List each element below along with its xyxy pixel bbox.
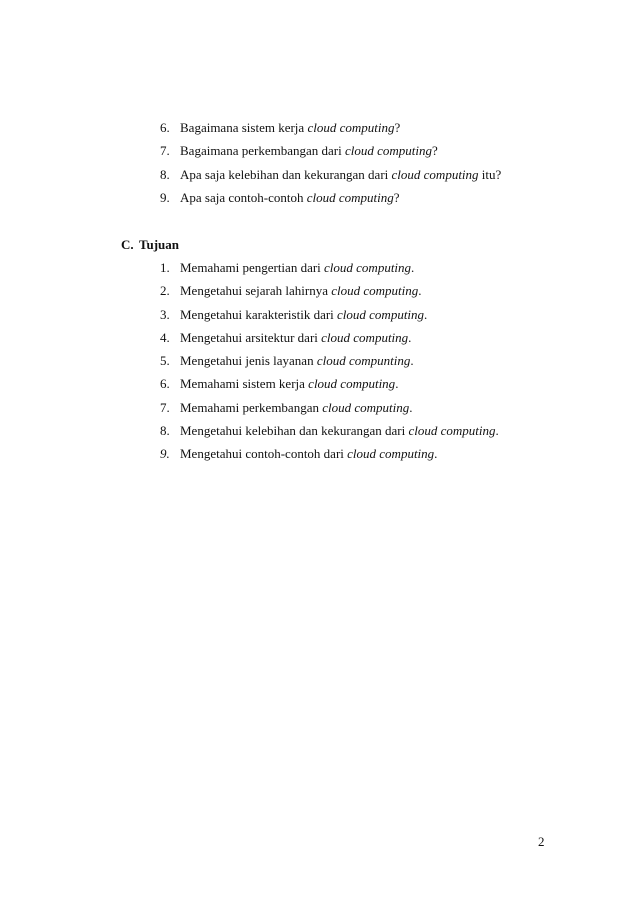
item-suffix: . [418,283,422,299]
item-suffix: . [495,423,499,439]
item-text: Mengetahui contoh-contoh dari [180,446,348,462]
item-term: cloud computing [347,446,435,462]
item-text: Bagaimana sistem kerja [180,120,308,135]
goals-list [160,256,499,466]
item-number: 3. [160,306,170,322]
item-number: 1. [160,260,170,275]
item-text: Memahami pengertian dari [180,260,325,275]
item-number: 7. [160,399,170,415]
item-text: Mengetahui arsitektur dari [180,329,322,345]
item-text: Bagaimana perkembangan dari [180,143,345,159]
list-item [160,256,499,279]
list-item [160,139,501,162]
item-text: Mengetahui karakteristik dari [180,306,338,322]
section-title: Tujuan [139,237,179,252]
item-text: Memahami perkembangan [180,399,323,415]
list-item [160,279,499,302]
item-term: cloud computing [324,260,412,275]
list-item [160,303,499,326]
page-number: 2 [538,834,545,849]
list-item [160,163,501,186]
list-item [160,372,499,395]
item-term: cloud computing [331,283,419,299]
item-suffix: . [410,353,414,369]
item-term: cloud computing [408,423,496,439]
item-suffix: . [409,399,413,415]
item-text: Mengetahui jenis layanan [180,353,317,369]
item-suffix: ? [431,143,438,159]
item-number: 9. [160,189,170,205]
item-text: Mengetahui sejarah lahirnya [180,283,332,299]
item-number: 7. [160,143,170,159]
item-number: 9. [160,446,170,462]
item-term: cloud computing [391,166,479,182]
item-number: 5. [160,353,170,369]
section-heading [121,233,179,256]
item-term: cloud compunting [316,353,411,369]
question-list [160,116,501,209]
list-item [160,396,499,419]
item-suffix: ? [393,189,400,205]
item-suffix: ? [394,120,401,135]
list-item [160,419,499,442]
item-term: cloud computing [321,329,409,345]
item-text: Apa saja contoh-contoh [180,189,307,205]
item-number: 6. [160,120,170,135]
item-text: Apa saja kelebihan dan kekurangan dari [180,166,392,182]
item-term: cloud computing [308,376,396,392]
item-term: cloud computing [344,143,432,159]
item-suffix: . [408,329,412,345]
item-number: 2. [160,283,170,299]
item-number: 6. [160,376,170,392]
item-suffix: . [395,376,399,392]
item-suffix: . [424,306,428,322]
item-text: Memahami sistem kerja [180,376,309,392]
section-number: C. [121,237,134,252]
item-suffix: itu? [478,166,502,182]
item-term: cloud computing [307,120,395,135]
list-item [160,116,501,139]
item-number: 8. [160,166,170,182]
item-term: cloud computing [306,189,394,205]
item-number: 4. [160,329,170,345]
item-term: cloud computing [337,306,425,322]
list-item [160,442,499,465]
list-item [160,349,499,372]
item-text: Mengetahui kelebihan dan kekurangan dari [180,423,409,439]
item-term: cloud computing [322,399,410,415]
list-item [160,186,501,209]
item-suffix: . [434,446,438,462]
item-number: 8. [160,423,170,439]
list-item [160,326,499,349]
item-suffix: . [411,260,415,275]
